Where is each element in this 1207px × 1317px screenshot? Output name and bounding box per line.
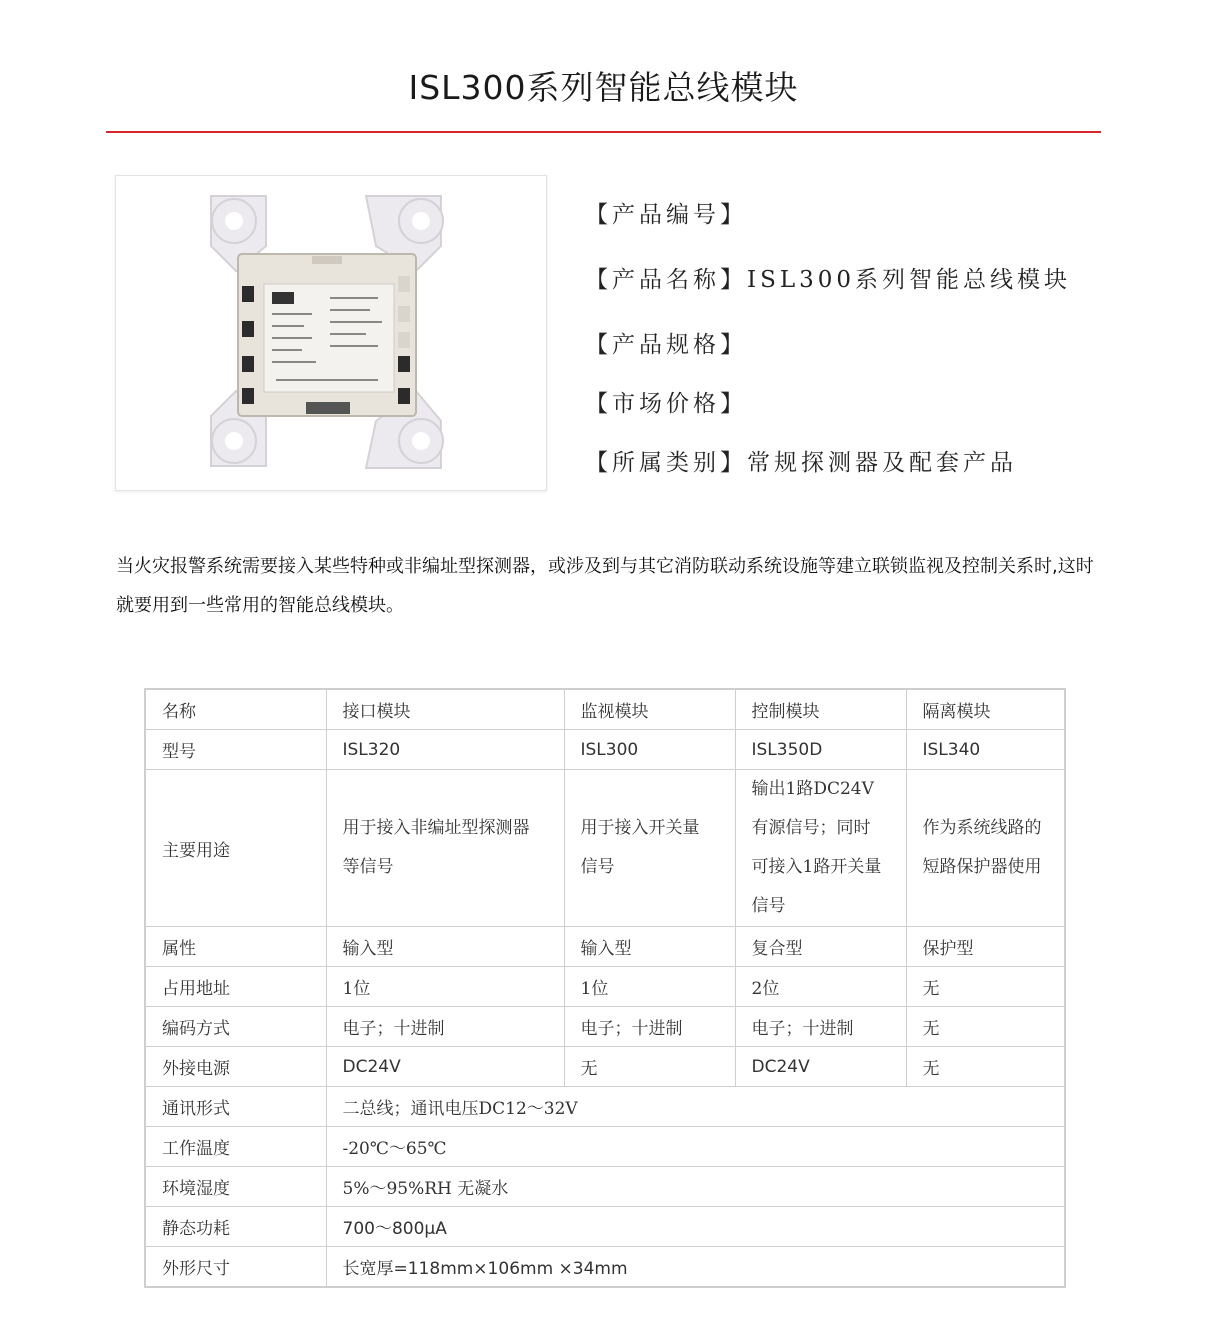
table-cell: 型号 [145,730,326,770]
title-divider [106,131,1101,133]
table-cell: 主要用途 [145,770,326,927]
table-cell [564,770,735,927]
info-product-spec [585,326,747,359]
table-cell: 接口模块 [326,689,564,730]
cell-line: 信号 [751,896,786,916]
table-cell: 控制模块 [735,689,906,730]
table-cell [326,770,564,927]
table-cell: 外接电源 [145,1047,326,1087]
product-image [115,175,547,491]
product-description: 当火灾报警系统需要接入某些特种或非编址型探测器，或涉及到与其它消防联动系统设施等建立联锁监视及控制关系时,这时就要用到一些常用的智能总线模块。 [116,556,1094,616]
table-cell: ISL300 [564,730,735,770]
table-row [145,1247,1065,1288]
table-cell: 通讯形式 [145,1087,326,1127]
table-cell: 无 [564,1047,735,1087]
table-cell: 700～800μA [326,1207,1065,1247]
cell-line: 可接入1路开关量 [751,857,882,877]
table-cell: 二总线；通讯电压DC12～32V [326,1087,1065,1127]
info-category [585,444,1017,477]
table-cell: 工作温度 [145,1127,326,1167]
cell-line: 输出1路DC24V [751,779,874,799]
table-cell: 保护型 [906,927,1065,967]
info-label: 【产品规格】 [585,332,747,358]
table-cell: 属性 [145,927,326,967]
table-cell: 2位 [735,967,906,1007]
table-row [145,927,1065,967]
table-cell: 名称 [145,689,326,730]
table-cell: 输入型 [564,927,735,967]
table-cell: 输入型 [326,927,564,967]
table-cell [906,770,1065,927]
info-label: 【所属类别】 [585,450,747,476]
table-cell: 隔离模块 [906,689,1065,730]
isolation-module-illustration [116,176,546,490]
info-value: ISL300系列智能总线模块 [747,267,1072,293]
spec-table [144,688,1066,1288]
info-product-number [585,196,747,229]
table-row [145,730,1065,770]
table-cell: 电子；十进制 [735,1007,906,1047]
cell-line: 用于接入非编址型探测器 [342,818,530,838]
info-label: 【市场价格】 [585,391,747,417]
table-row [145,1007,1065,1047]
table-cell: 长宽厚=118mm×106mm ×34mm [326,1247,1065,1288]
table-row [145,770,1065,927]
table-row [145,967,1065,1007]
table-cell: 电子；十进制 [326,1007,564,1047]
table-cell: 无 [906,1007,1065,1047]
cell-line: 用于接入开关量 [580,818,700,838]
table-row [145,1127,1065,1167]
table-cell: -20℃～65℃ [326,1127,1065,1167]
table-cell: 外形尺寸 [145,1247,326,1288]
table-cell: 1位 [326,967,564,1007]
cell-line: 信号 [580,857,615,877]
table-row [145,1047,1065,1087]
table-row [145,1207,1065,1247]
cell-line: 短路保护器使用 [922,857,1042,877]
info-value: 常规探测器及配套产品 [747,450,1017,476]
table-cell: 静态功耗 [145,1207,326,1247]
table-cell: 编码方式 [145,1007,326,1047]
table-cell: 5%～95%RH 无凝水 [326,1167,1065,1207]
info-market-price [585,385,747,418]
info-product-name [585,261,1071,294]
table-cell: 电子；十进制 [564,1007,735,1047]
table-cell: ISL320 [326,730,564,770]
table-cell: DC24V [735,1047,906,1087]
table-cell: 无 [906,1047,1065,1087]
table-cell [735,770,906,927]
table-cell: 复合型 [735,927,906,967]
table-cell: DC24V [326,1047,564,1087]
table-cell: ISL340 [906,730,1065,770]
table-row [145,1087,1065,1127]
cell-line: 作为系统线路的 [922,818,1042,838]
cell-line: 有源信号；同时 [751,818,871,838]
table-cell: ISL350D [735,730,906,770]
info-label: 【产品名称】 [585,267,747,293]
page-title: ISL300系列智能总线模块 [408,68,799,107]
table-row [145,1167,1065,1207]
table-cell: 占用地址 [145,967,326,1007]
cell-line: 等信号 [342,857,394,877]
table-cell: 1位 [564,967,735,1007]
table-cell: 无 [906,967,1065,1007]
table-cell: 监视模块 [564,689,735,730]
table-cell: 环境湿度 [145,1167,326,1207]
table-header-row [145,689,1065,730]
info-label: 【产品编号】 [585,202,747,228]
